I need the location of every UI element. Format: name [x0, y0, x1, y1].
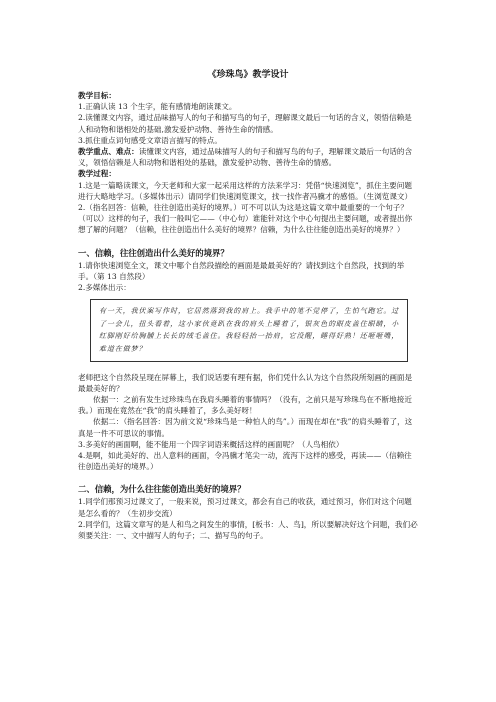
key-points-text: 读懂课文内容，通过品味描写人的句子和描写鸟的句子，理解课文最后一句话的含义，领悟信赖是人和动物和谐相处的基础，激发爱护动物、善待生命的情感。 [78, 147, 413, 168]
document-title: 《珍珠鸟》教学设计 [207, 70, 289, 80]
document-body [78, 70, 418, 541]
section-one-heading: 一、信赖，往往创造出什么美好的境界？ [78, 247, 229, 258]
section-two-item: 2.同学们，这篇文章写的是人和鸟之间发生的事情，[板书：人、鸟]，所以要解决好这个问题，我们必须要关注：一、文中描写人的句子；二、描写鸟的句子。 [78, 519, 418, 541]
process-item: 2.（指名回答：信赖，往往创造出美好的境界。）可不可以认为这是这篇文章中最重要的一个句子？（可以）这样的句子，我们一般叫它——（中心句）谁能针对这个中心句提出主要问题，或者提出你想了解的问题？（信赖，往往创造出什么美好的境界？信赖，为什么往往能创造出美好的境界？） [78, 203, 413, 235]
process-item: 1.这是一篇略读课文，今天老师和大家一起采用这样的方法来学习：凭借“快速浏览”，抓住主要问题进行大略地学习。（多媒体出示）请同学们快速浏览课文，找一找作者冯骥才的感悟。（生浏览课文） [78, 180, 413, 201]
goals-heading: 教学目标： [78, 91, 116, 100]
section-one-item: 2.多媒体出示： [78, 283, 131, 293]
process-heading: 教学过程： [78, 169, 116, 179]
key-points-paragraph [78, 146, 418, 168]
basis-item: 依据二：（指名回答：因为前文说“珍珠鸟是一种怕人的鸟”。）而现在却在“我”的肩头睡着了，这真是一件不可思议的事情。 [78, 417, 413, 438]
section-one-tail: 4.是啊，如此美好的、出人意料的画面，令冯骥才笔尖一动，流泻下这样的感受，再读——（信赖往往创造出美好的境界。） [78, 451, 412, 472]
section-two-item: 1.同学们那预习过课文了，一般来说，预习过课文，都会有自己的收获，通过预习，你们对这个问题是怎么看的？（生初步交流） [78, 497, 412, 518]
quoted-passage-box: 有一天，我伏案写作时，它居然落到我的肩上。我手中的笔不觉停了，生怕气跑它。过了一会儿，扭头看着，这小家伙竟趴在我的肩头上睡着了，银灰色的眼皮盖住眼睛，小红脚刚好给胸脯上长长的绒毛盖住。我轻轻抬一抬肩，它没醒，睡得好熟！还咂咂嘴，难道在做梦？ [90, 299, 408, 361]
key-points-heading: 教学重点、难点： [78, 147, 139, 157]
section-one-after-quote: 老师把这个自然段呈现在屏幕上，我们说话要有理有据，你们凭什么认为这个自然段所刻画的画面是最最美好的？ [78, 372, 413, 393]
goal-item: 3.抓住重点词句感受文章语言描写的特点。 [78, 135, 222, 145]
section-one-tail: 3.多美好的画面啊，能不能用一个四字词语来概括这样的画面呢？（人鸟相依） [78, 439, 344, 449]
section-two-heading: 二、信赖，为什么往往能创造出美好的境界？ [78, 484, 246, 495]
goal-item: 2.读懂课文内容，通过品味描写人的句子和描写鸟的句子，理解课文最后一句话的含义，领悟信赖是人和动物和谐相处的基础,激发爱护动物、善待生命的情感。 [78, 113, 412, 134]
section-one-item: 1.请你快速浏览全文，课文中哪个自然段描绘的画面是最最美好的？请找到这个自然段，找到的举手。（第 13 自然段） [78, 260, 405, 281]
basis-item: 依据一：之前有发生过珍珠鸟在我肩头睡着的事情吗？（没有，之前只是写珍珠鸟在不断地接近我。）而现在竟然在“我”的肩头睡着了，多么美好呀！ [78, 395, 412, 416]
goal-item: 1.正确认读 13 个生字，能有感情地朗读课文。 [78, 102, 237, 112]
